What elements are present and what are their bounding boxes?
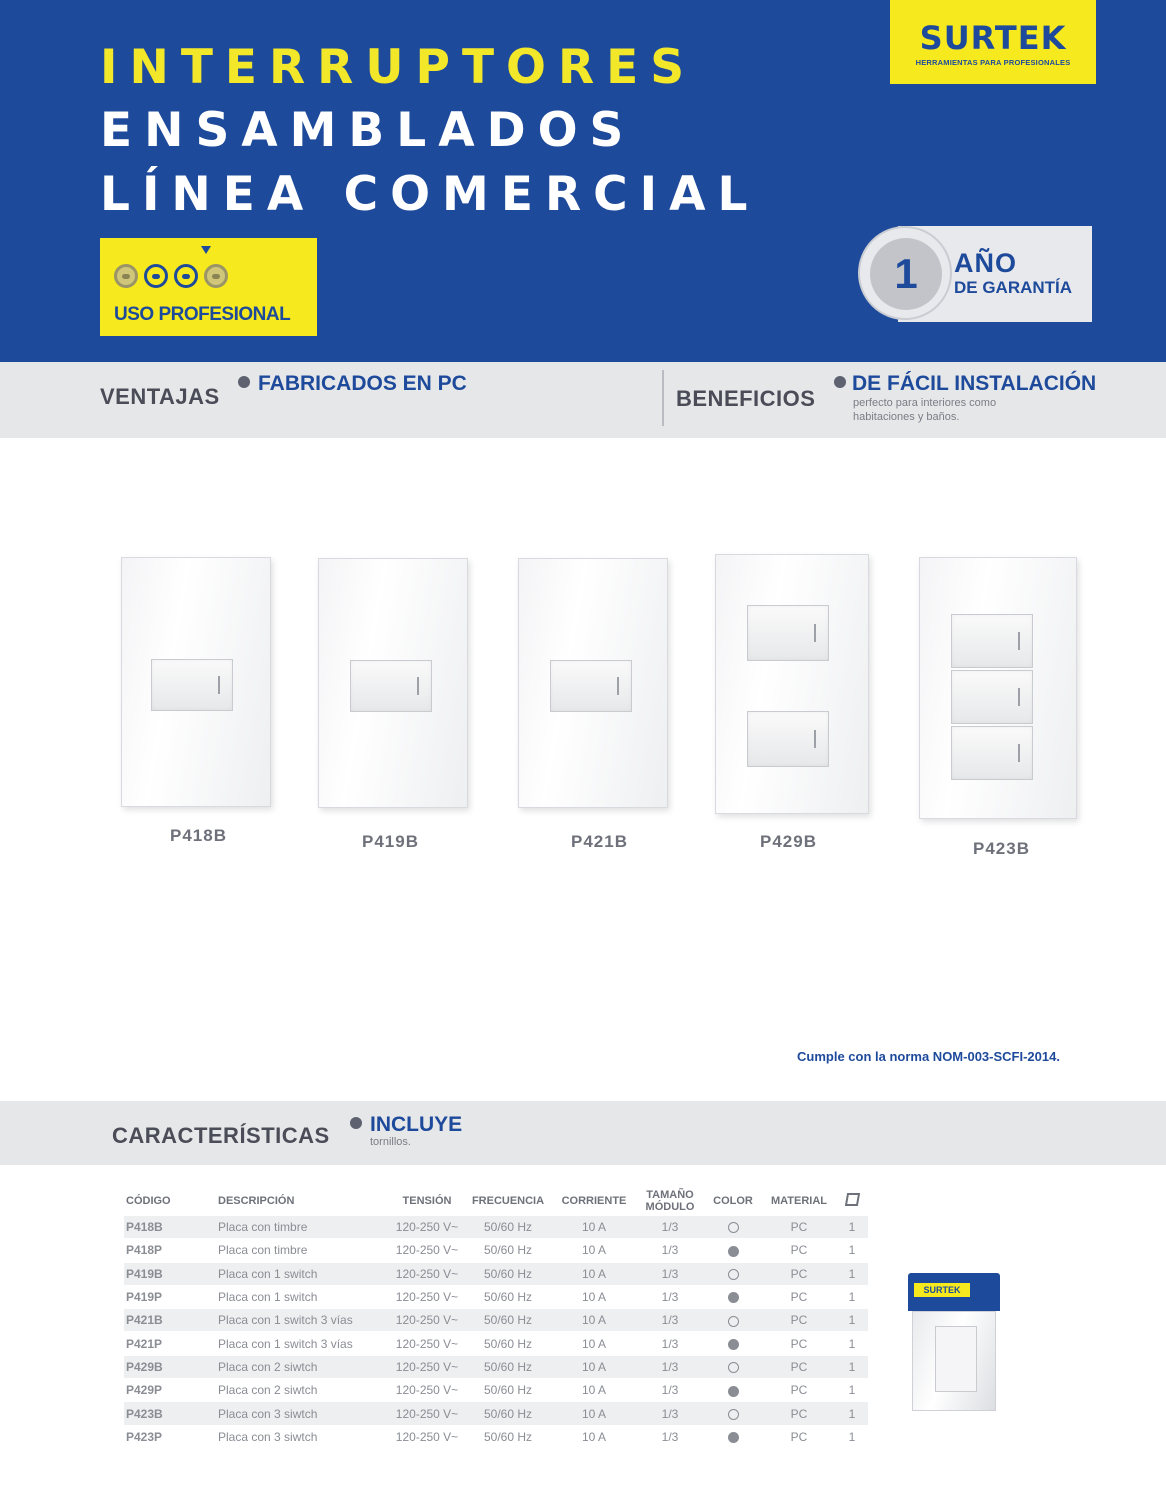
package-logo: SURTEK (914, 1283, 970, 1297)
cell-codigo: P423P (124, 1425, 200, 1448)
table-body (124, 1216, 868, 1448)
cell-tamano: 1/3 (636, 1379, 704, 1402)
cell-descripcion: Placa con 2 siwtch (200, 1379, 390, 1402)
col-header-corriente: CORRIENTE (561, 1195, 627, 1207)
cell-quantity: 1 (836, 1285, 868, 1308)
cell-descripcion: Placa con timbre (200, 1216, 390, 1239)
caracteristicas-band (0, 1101, 1166, 1165)
cell-codigo: P419P (124, 1285, 200, 1308)
beneficios-sub-line-1: perfecto para interiores como (853, 397, 997, 409)
cell-color (704, 1332, 762, 1355)
cell-tension: 120-250 V~ (390, 1355, 464, 1378)
warranty-year-label: AÑO (954, 248, 1017, 278)
cell-corriente: 10 A (552, 1332, 636, 1355)
package-image (908, 1273, 1000, 1413)
cell-tension: 120-250 V~ (390, 1332, 464, 1355)
cell-tamano: 1/3 (636, 1239, 704, 1262)
cell-quantity: 1 (836, 1216, 868, 1239)
col-header-tamano (636, 1186, 704, 1216)
col-header-color: COLOR (713, 1195, 753, 1207)
title-line-3: LÍNEA COMERCIAL (100, 167, 760, 222)
color-white-swatch (728, 1222, 739, 1233)
cell-color (704, 1216, 762, 1239)
product-code-p423b: P423B (973, 839, 1030, 858)
table-row (124, 1285, 868, 1308)
cell-quantity: 1 (836, 1332, 868, 1355)
col-header-material: MATERIAL (770, 1195, 827, 1207)
cell-frecuencia: 50/60 Hz (464, 1379, 552, 1402)
cell-color (704, 1239, 762, 1262)
cell-frecuencia: 50/60 Hz (464, 1355, 552, 1378)
cell-codigo: P418P (124, 1239, 200, 1262)
cell-quantity: 1 (836, 1239, 868, 1262)
cell-material: PC (762, 1285, 836, 1308)
cell-tension: 120-250 V~ (390, 1379, 464, 1402)
cell-color (704, 1285, 762, 1308)
cell-corriente: 10 A (552, 1216, 636, 1239)
bullet-icon (834, 376, 846, 388)
cell-material: PC (762, 1379, 836, 1402)
bullet-icon (350, 1117, 362, 1129)
norma-statement: Cumple con la norma NOM-003-SCFI-2014. (797, 1049, 1060, 1064)
warranty-text: DE GARANTÍA (954, 278, 1073, 297)
ventajas-beneficios-band (0, 362, 1166, 438)
cell-codigo: P423B (124, 1402, 200, 1425)
package-blister (912, 1311, 996, 1411)
table-row (124, 1355, 868, 1378)
package-plate (935, 1326, 977, 1392)
col-header-codigo: CÓDIGO (126, 1195, 171, 1207)
cell-color (704, 1355, 762, 1378)
cell-frecuencia: 50/60 Hz (464, 1262, 552, 1285)
table-row (124, 1216, 868, 1239)
usage-level-marker-icon (201, 246, 211, 254)
cell-quantity: 1 (836, 1309, 868, 1332)
warranty-number: 1 (870, 238, 942, 310)
title-line-1: INTERRUPTORES (100, 40, 697, 95)
cell-quantity: 1 (836, 1379, 868, 1402)
bullet-icon (238, 376, 250, 388)
cell-tension: 120-250 V~ (390, 1262, 464, 1285)
table-row (124, 1239, 868, 1262)
cell-color (704, 1402, 762, 1425)
uso-profesional-badge (100, 238, 317, 336)
caracteristicas-label: CARACTERÍSTICAS (112, 1123, 330, 1148)
table-header-row (124, 1186, 868, 1216)
cell-material: PC (762, 1425, 836, 1448)
cell-descripcion: Placa con 1 switch 3 vías (200, 1332, 390, 1355)
color-white-swatch (728, 1316, 739, 1327)
color-gray-swatch (728, 1432, 739, 1443)
color-gray-swatch (728, 1339, 739, 1350)
cell-color (704, 1309, 762, 1332)
hobby-level-icon (114, 264, 138, 288)
surtek-logo (890, 0, 1096, 84)
table-row (124, 1309, 868, 1332)
warranty-badge (858, 226, 1092, 322)
cell-descripcion: Placa con timbre (200, 1239, 390, 1262)
cell-frecuencia: 50/60 Hz (464, 1332, 552, 1355)
table-row (124, 1402, 868, 1425)
cell-material: PC (762, 1402, 836, 1425)
cell-codigo: P419B (124, 1262, 200, 1285)
cell-corriente: 10 A (552, 1285, 636, 1308)
cell-codigo: P429P (124, 1379, 200, 1402)
cell-tension: 120-250 V~ (390, 1309, 464, 1332)
product-code-p421b: P421B (571, 832, 628, 851)
cell-material: PC (762, 1239, 836, 1262)
incluye-value: INCLUYE (370, 1113, 463, 1136)
professional-level-icon (174, 264, 198, 288)
cell-quantity: 1 (836, 1425, 868, 1448)
product-image-p421b (518, 558, 668, 808)
cell-codigo: P421P (124, 1332, 200, 1355)
cell-material: PC (762, 1355, 836, 1378)
cell-corriente: 10 A (552, 1355, 636, 1378)
cell-material: PC (762, 1332, 836, 1355)
switch-rocker (747, 711, 829, 767)
cell-color (704, 1379, 762, 1402)
cell-tension: 120-250 V~ (390, 1285, 464, 1308)
color-gray-swatch (728, 1292, 739, 1303)
beneficios-subtext (853, 396, 996, 424)
cell-tamano: 1/3 (636, 1309, 704, 1332)
cell-descripcion: Placa con 1 switch 3 vías (200, 1309, 390, 1332)
product-code-p418b: P418B (170, 826, 227, 845)
cell-corriente: 10 A (552, 1239, 636, 1262)
beneficios-sub-line-2: habitaciones y baños. (853, 411, 960, 423)
box-icon (844, 1193, 859, 1206)
cell-tension: 120-250 V~ (390, 1239, 464, 1262)
specifications-table (124, 1186, 868, 1449)
title-line-2: ENSAMBLADOS (100, 103, 636, 158)
cell-codigo: P429B (124, 1355, 200, 1378)
switch-rocker (151, 659, 233, 711)
cell-corriente: 10 A (552, 1262, 636, 1285)
cell-frecuencia: 50/60 Hz (464, 1425, 552, 1448)
product-image-p429b (715, 554, 869, 814)
cell-material: PC (762, 1309, 836, 1332)
switch-rocker (951, 614, 1033, 668)
color-gray-swatch (728, 1246, 739, 1257)
warranty-seal (858, 226, 952, 320)
color-white-swatch (728, 1269, 739, 1280)
color-white-swatch (728, 1362, 739, 1373)
cell-tamano: 1/3 (636, 1285, 704, 1308)
cell-descripcion: Placa con 2 siwtch (200, 1355, 390, 1378)
cell-descripcion: Placa con 1 switch (200, 1285, 390, 1308)
cell-frecuencia: 50/60 Hz (464, 1402, 552, 1425)
industrial-level-icon (204, 264, 228, 288)
cell-tamano: 1/3 (636, 1216, 704, 1239)
beneficios-value: DE FÁCIL INSTALACIÓN (852, 372, 1097, 395)
cell-tension: 120-250 V~ (390, 1402, 464, 1425)
col-header-tamano-line-1: TAMAÑO (646, 1189, 694, 1201)
col-header-tension: TENSIÓN (402, 1195, 452, 1207)
switch-rocker (951, 670, 1033, 724)
cell-tension: 120-250 V~ (390, 1216, 464, 1239)
cell-tension: 120-250 V~ (390, 1425, 464, 1448)
band-divider (662, 370, 664, 426)
table-row (124, 1262, 868, 1285)
package-header (908, 1273, 1000, 1311)
uso-profesional-label: USO PROFESIONAL (114, 304, 291, 325)
col-header-quantity (836, 1186, 868, 1216)
switch-rocker (350, 660, 432, 712)
cell-tamano: 1/3 (636, 1402, 704, 1425)
switch-rocker (550, 660, 632, 712)
cell-quantity: 1 (836, 1402, 868, 1425)
cell-corriente: 10 A (552, 1425, 636, 1448)
color-gray-swatch (728, 1386, 739, 1397)
logo-wordmark: SURTEK (919, 19, 1067, 57)
cell-frecuencia: 50/60 Hz (464, 1216, 552, 1239)
cell-descripcion: Placa con 3 siwtch (200, 1402, 390, 1425)
product-code-p429b: P429B (760, 832, 817, 851)
cell-descripcion: Placa con 3 siwtch (200, 1425, 390, 1448)
table-row (124, 1425, 868, 1448)
cell-tamano: 1/3 (636, 1332, 704, 1355)
home-level-icon (144, 264, 168, 288)
cell-material: PC (762, 1216, 836, 1239)
cell-frecuencia: 50/60 Hz (464, 1309, 552, 1332)
product-image-p419b (318, 558, 468, 808)
cell-quantity: 1 (836, 1355, 868, 1378)
cell-codigo: P418B (124, 1216, 200, 1239)
product-image-p423b (919, 557, 1077, 819)
cell-quantity: 1 (836, 1262, 868, 1285)
cell-color (704, 1262, 762, 1285)
col-header-descripcion: DESCRIPCIÓN (218, 1195, 295, 1207)
cell-descripcion: Placa con 1 switch (200, 1262, 390, 1285)
ventajas-value: FABRICADOS EN PC (258, 372, 467, 395)
col-header-frecuencia: FRECUENCIA (471, 1195, 545, 1207)
cell-color (704, 1425, 762, 1448)
cell-frecuencia: 50/60 Hz (464, 1285, 552, 1308)
cell-material: PC (762, 1262, 836, 1285)
product-image-p418b (121, 557, 271, 807)
table-row (124, 1332, 868, 1355)
switch-rocker (951, 726, 1033, 780)
logo-tagline: HERRAMIENTAS PARA PROFESIONALES (915, 58, 1071, 67)
beneficios-label: BENEFICIOS (676, 386, 816, 411)
cell-corriente: 10 A (552, 1402, 636, 1425)
table-row (124, 1379, 868, 1402)
cell-corriente: 10 A (552, 1379, 636, 1402)
incluye-subtext: tornillos. (370, 1136, 411, 1148)
header-banner (0, 0, 1166, 362)
cell-corriente: 10 A (552, 1309, 636, 1332)
cell-frecuencia: 50/60 Hz (464, 1239, 552, 1262)
cell-codigo: P421B (124, 1309, 200, 1332)
ventajas-label: VENTAJAS (100, 384, 220, 409)
col-header-tamano-line-2: MÓDULO (645, 1201, 695, 1213)
product-code-p419b: P419B (362, 832, 419, 851)
cell-tamano: 1/3 (636, 1425, 704, 1448)
color-white-swatch (728, 1409, 739, 1420)
switch-rocker (747, 605, 829, 661)
cell-tamano: 1/3 (636, 1355, 704, 1378)
cell-tamano: 1/3 (636, 1262, 704, 1285)
